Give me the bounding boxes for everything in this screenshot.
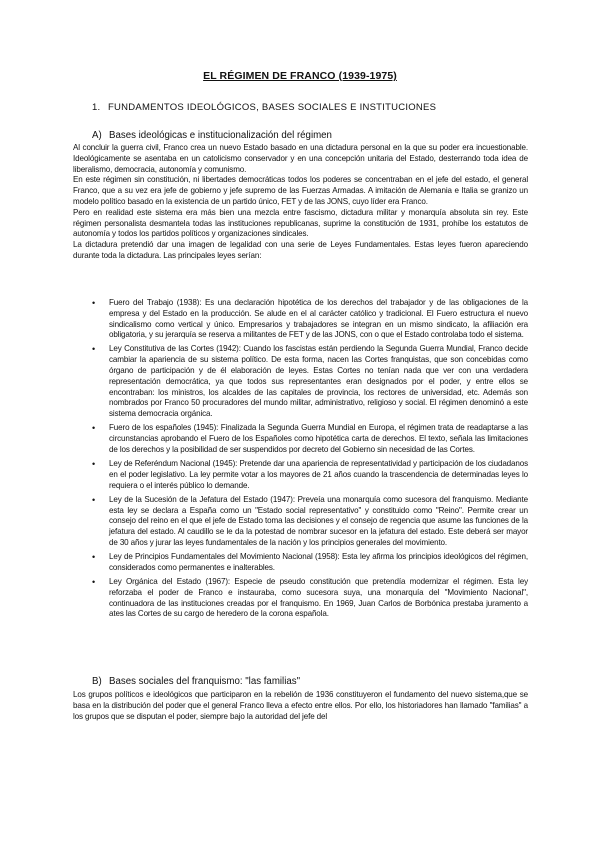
list-item-text: Ley Constitutiva de las Cortes (1942): Cuando los fascistas están perdiendo la Segunda Guerra Mundial, Franco decide cambiar la apariencia de su sistema político. De esta forma, nacen las Cortes franquistas, que son concebidas como órgano de participación y de él elaboración de leyes. Estas Cortes no tenían nada que ver con una verdadera representación democrática, ya que todos sus representantes eran designados por el poder, y entre ellos se encontraban: los ministros, los alcaldes de las capitales de provincia, los rectores de universidad, etc. Además son nombrados por Franco 50 procuradores del mundo militar, administrativo, religioso y social. El régimen denominó a este sistema democracia orgánica.	[109, 344, 528, 419]
fundamental-laws-list	[92, 298, 528, 623]
bullet-icon: •	[92, 576, 96, 587]
bullet-icon: •	[92, 423, 96, 434]
paragraph: La dictadura pretendió dar una imagen de legalidad con una serie de Leyes Fundamentales. Estas leyes fueron apareciendo durante toda la dictadura. Las principales leyes serían:	[73, 240, 528, 260]
bullet-icon: •	[92, 298, 96, 308]
page-title: EL RÉGIMEN DE FRANCO (1939-1975)	[203, 70, 397, 82]
list-item	[92, 495, 528, 549]
list-item-text: Ley de la Sucesión de la Jefatura del Estado (1947): Preveía una monarquía como sucesora del franquismo. Mediante esta ley se declara a España como un "Estado social representativo" y constituido como "Reino". Permite crear un consejo del reino en el que el jefe de Estado toma las decisiones y el consejo de regencia que asume las funciones de la jefatura del estado. Al caudillo se le da la potestad de nombrar sucesor en la jefatura del estado. Este deberá ser mayor de 30 años y jurar las leyes fundamentales de la nación y los principios generales del movimiento.	[109, 494, 528, 547]
section-heading-1	[92, 102, 436, 113]
paragraph: Al concluir la guerra civil, Franco crea un nuevo Estado basado en una dictadura personal en la que su poder era incuestionable. Ideológicamente se asentaba en un catolicismo conservador y en una concepción unitaria del Estado, desterrando toda idea de liberalismo, democracia, autonomía y comunismo.	[73, 143, 528, 174]
subsection-title: Bases ideológicas e institucionalización del régimen	[109, 130, 332, 141]
bullet-icon: •	[92, 459, 96, 470]
list-item-text: Fuero de los españoles (1945): Finalizada la Segunda Guerra Mundial en Europa, el régimen trata de readaptarse a las circunstancias aprobando el Fuero de los Españoles como hipotética carta de derechos. El texto, señala las limitaciones de los derechos y la posibilidad de ser suspendidos por decreto del Gobierno sin necesidad de las Cortes.	[109, 423, 528, 454]
paragraph: En este régimen sin constitución, ni libertades democráticas todos los poderes se concentraban en el jefe del estado, el general Franco, que a su vez era jefe de gobierno y jefe supremo de las Fuerzas Armadas. A imitación de Alemania e Italia se granizo un modelo político basado en la existencia de un partido único, FET y de las JONS, cuyo líder era Franco.	[73, 175, 528, 206]
bullet-icon: •	[92, 552, 96, 563]
bullet-icon: •	[92, 494, 96, 505]
list-item	[92, 344, 528, 420]
list-item-text: Ley Orgánica del Estado (1967): Especie de pseudo constitución que pretendía modernizar el régimen. Esta ley reforzaba el poder de Franco e instauraba, como sucesora suya, una monarquía del "Movimiento Nacional", continuadora de las instituciones creadas por el franquismo. En 1969, Juan Carlos de Borbónica prestaba juramento a ates las Cortes de su cargo de heredero de la corona española.	[109, 576, 528, 619]
bullet-icon: •	[92, 344, 96, 355]
paragraph: Pero en realidad este sistema era más bien una mezcla entre fascismo, dictadura militar y monarquía absoluta sin rey. Este régimen personalista desmantela todas las instituciones republicanas, suprime la constitución de 1931, prohíbe los estatutos de autonomía y todos los partidos políticos y organizaciones sindicales.	[73, 207, 528, 239]
list-item-text: Ley de Principios Fundamentales del Movimiento Nacional (1958): Esta ley afirma los principios ideológicos del régimen, considerados como permanentes e inalterables.	[109, 552, 528, 572]
list-item	[92, 552, 528, 574]
list-item	[92, 298, 528, 341]
paragraph: Los grupos políticos e ideológicos que participaron en la rebelión de 1936 constituyeron el fundamento del nuevo sistema,que se basa en la distribución del poder que el general Franco lleva a efecto entre ellos. Por ello, los historiadores han llamado "familias" a los grupos que se disputan el poder, siempre bajo la autoridad del jefe del	[73, 690, 528, 721]
subsection-letter: A)	[92, 130, 102, 141]
list-item	[92, 459, 528, 491]
subsection-heading-a	[92, 130, 332, 141]
subsection-letter: B)	[92, 676, 102, 687]
subsection-title: Bases sociales del franquismo: "las familias"	[109, 676, 301, 687]
list-item-text: Ley de Referéndum Nacional (1945): Pretende dar una apariencia de representatividad y participación de los ciudadanos en el poder legislativo. La ley permite votar a los mayores de 21 años cuando la trascendencia de determinadas leyes lo requiera o el interés público lo demande.	[109, 459, 528, 490]
list-item	[92, 423, 528, 455]
list-item-text: Fuero del Trabajo (1938): Es una declaración hipotética de los derechos del trabajador y de las obligaciones de la empresa y del Estado en la producción. Se alude en el al carácter católico y tradicional. El Fuero estructura el nuevo sindicalismo como vertical y único. Empresarios y trabajadores se integran en un mismo sindicato, la afiliación era obligatoria, y su jerarquía se reserva a militantes de FET y de las JONS, con o que el Estado controlaba todo el sistema.	[109, 298, 528, 340]
subsection-a-body	[73, 143, 528, 262]
section-number: 1.	[92, 102, 101, 113]
section-title: FUNDAMENTOS IDEOLÓGICOS, BASES SOCIALES E INSTITUCIONES	[108, 102, 437, 113]
list-item	[92, 577, 528, 620]
subsection-b-body	[73, 690, 528, 722]
subsection-heading-b	[92, 676, 300, 687]
